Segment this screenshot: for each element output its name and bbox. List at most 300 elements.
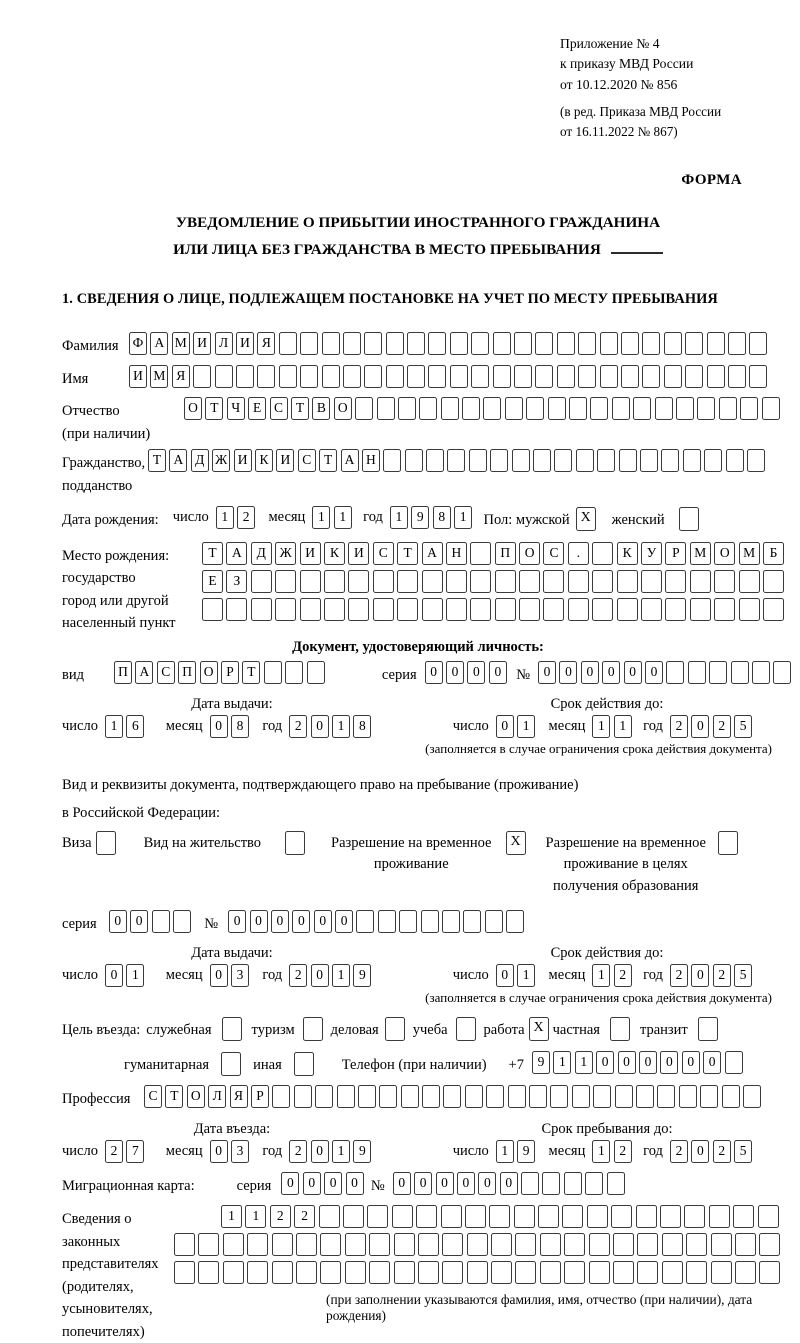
char-cell[interactable] [152,910,170,933]
char-cell[interactable]: 0 [645,661,663,684]
char-cell[interactable] [426,449,444,472]
char-cell[interactable] [369,1233,390,1256]
purpose-work-checkbox[interactable]: X [529,1017,549,1041]
char-cell[interactable] [664,332,682,355]
char-cell[interactable] [578,332,596,355]
char-cell[interactable] [731,661,749,684]
char-cell[interactable] [613,1261,634,1284]
char-cell[interactable] [600,365,618,388]
char-cell[interactable] [707,365,725,388]
char-cell[interactable] [324,570,345,593]
char-cell[interactable] [709,1205,730,1228]
char-cell[interactable] [422,598,443,621]
char-cell[interactable]: 1 [216,506,234,529]
char-cell[interactable] [421,910,439,933]
char-cell[interactable] [422,1085,440,1108]
char-cell[interactable]: 0 [682,1051,700,1074]
char-cell[interactable] [557,365,575,388]
char-cell[interactable] [367,1205,388,1228]
char-cell[interactable] [554,449,572,472]
char-cell[interactable]: 1 [592,964,610,987]
char-cell[interactable] [399,910,417,933]
char-cell[interactable] [621,332,639,355]
char-cell[interactable] [662,1233,683,1256]
char-cell[interactable] [441,1205,462,1228]
char-cell[interactable] [543,570,564,593]
char-cell[interactable] [470,570,491,593]
char-cell[interactable] [343,365,361,388]
char-cell[interactable] [688,661,706,684]
char-cell[interactable] [655,397,673,420]
char-cell[interactable] [728,332,746,355]
char-cell[interactable]: 0 [559,661,577,684]
char-cell[interactable] [617,570,638,593]
char-cell[interactable]: 1 [517,715,535,738]
char-cell[interactable]: . [568,542,589,565]
char-cell[interactable] [636,1085,654,1108]
char-cell[interactable] [711,1233,732,1256]
char-cell[interactable]: 0 [311,964,329,987]
char-cell[interactable] [514,365,532,388]
char-cell[interactable] [364,332,382,355]
char-cell[interactable] [642,332,660,355]
char-cell[interactable] [386,332,404,355]
char-cell[interactable] [506,910,524,933]
char-cell[interactable] [641,570,662,593]
char-cell[interactable] [397,570,418,593]
char-cell[interactable] [486,1085,504,1108]
char-cell[interactable]: Б [763,542,784,565]
char-cell[interactable]: Н [446,542,467,565]
char-cell[interactable] [735,1233,756,1256]
char-cell[interactable]: А [341,449,359,472]
char-cell[interactable] [345,1233,366,1256]
char-cell[interactable]: И [193,332,211,355]
char-cell[interactable] [683,449,701,472]
char-cell[interactable]: И [129,365,147,388]
char-cell[interactable] [686,1261,707,1284]
char-cell[interactable]: 1 [126,964,144,987]
char-cell[interactable] [540,1233,561,1256]
char-cell[interactable]: Т [148,449,166,472]
char-cell[interactable] [707,332,725,355]
char-cell[interactable] [343,1205,364,1228]
char-cell[interactable]: 0 [691,964,709,987]
char-cell[interactable] [733,1205,754,1228]
char-cell[interactable] [418,1261,439,1284]
char-cell[interactable]: П [114,661,132,684]
char-cell[interactable]: 0 [500,1172,518,1195]
char-cell[interactable]: П [495,542,516,565]
char-cell[interactable] [685,332,703,355]
char-cell[interactable] [272,1085,290,1108]
char-cell[interactable]: 0 [618,1051,636,1074]
char-cell[interactable] [740,397,758,420]
char-cell[interactable] [446,598,467,621]
char-cell[interactable] [709,661,727,684]
char-cell[interactable] [685,365,703,388]
char-cell[interactable] [590,397,608,420]
char-cell[interactable] [505,397,523,420]
char-cell[interactable] [315,1085,333,1108]
char-cell[interactable]: О [187,1085,205,1108]
purpose-transit-checkbox[interactable] [698,1017,718,1041]
char-cell[interactable] [515,1261,536,1284]
char-cell[interactable] [223,1261,244,1284]
char-cell[interactable] [633,397,651,420]
char-cell[interactable] [418,1233,439,1256]
char-cell[interactable] [428,365,446,388]
char-cell[interactable]: С [144,1085,162,1108]
char-cell[interactable]: 9 [353,1140,371,1163]
char-cell[interactable]: О [519,542,540,565]
char-cell[interactable]: 0 [436,1172,454,1195]
char-cell[interactable] [728,365,746,388]
char-cell[interactable] [392,1205,413,1228]
char-cell[interactable]: 0 [210,964,228,987]
char-cell[interactable] [540,1261,561,1284]
char-cell[interactable]: О [200,661,218,684]
char-cell[interactable] [578,365,596,388]
char-cell[interactable] [568,570,589,593]
char-cell[interactable]: Л [215,332,233,355]
sex-female-checkbox[interactable] [679,507,699,531]
char-cell[interactable] [467,1233,488,1256]
char-cell[interactable] [275,598,296,621]
char-cell[interactable] [607,1172,625,1195]
char-cell[interactable] [690,570,711,593]
char-cell[interactable]: Т [397,542,418,565]
char-cell[interactable] [442,910,460,933]
char-cell[interactable] [719,397,737,420]
char-cell[interactable]: 0 [496,715,514,738]
char-cell[interactable] [446,570,467,593]
residence-permit-checkbox[interactable] [285,831,305,855]
char-cell[interactable] [600,332,618,355]
char-cell[interactable] [619,449,637,472]
char-cell[interactable]: 0 [703,1051,721,1074]
char-cell[interactable]: 9 [353,964,371,987]
char-cell[interactable]: 1 [517,964,535,987]
char-cell[interactable] [236,365,254,388]
char-cell[interactable]: К [617,542,638,565]
char-cell[interactable]: 8 [353,715,371,738]
char-cell[interactable] [394,1261,415,1284]
char-cell[interactable] [483,397,501,420]
char-cell[interactable]: Т [165,1085,183,1108]
char-cell[interactable] [529,1085,547,1108]
char-cell[interactable]: 2 [670,1140,688,1163]
char-cell[interactable] [592,542,613,565]
char-cell[interactable] [272,1233,293,1256]
char-cell[interactable]: 0 [130,910,148,933]
char-cell[interactable] [450,365,468,388]
char-cell[interactable] [369,1261,390,1284]
char-cell[interactable]: 2 [105,1140,123,1163]
char-cell[interactable] [247,1233,268,1256]
char-cell[interactable]: 0 [303,1172,321,1195]
char-cell[interactable] [585,1172,603,1195]
char-cell[interactable] [257,365,275,388]
char-cell[interactable] [467,1261,488,1284]
char-cell[interactable] [401,1085,419,1108]
char-cell[interactable]: 2 [713,1140,731,1163]
char-cell[interactable]: 7 [126,1140,144,1163]
char-cell[interactable]: 0 [538,661,556,684]
char-cell[interactable] [589,1233,610,1256]
char-cell[interactable] [394,1233,415,1256]
purpose-other-checkbox[interactable] [294,1052,314,1076]
char-cell[interactable]: 0 [109,910,127,933]
char-cell[interactable]: 0 [228,910,246,933]
char-cell[interactable]: Т [205,397,223,420]
char-cell[interactable]: 0 [457,1172,475,1195]
char-cell[interactable]: 8 [231,715,249,738]
char-cell[interactable] [662,1261,683,1284]
char-cell[interactable]: 1 [332,715,350,738]
char-cell[interactable] [759,1233,780,1256]
purpose-official-checkbox[interactable] [222,1017,242,1041]
char-cell[interactable] [443,1085,461,1108]
char-cell[interactable] [514,1205,535,1228]
purpose-study-checkbox[interactable] [456,1017,476,1041]
char-cell[interactable] [226,598,247,621]
char-cell[interactable]: 0 [292,910,310,933]
char-cell[interactable]: Ч [227,397,245,420]
char-cell[interactable]: 6 [126,715,144,738]
char-cell[interactable] [275,570,296,593]
char-cell[interactable] [345,1261,366,1284]
char-cell[interactable]: О [714,542,735,565]
char-cell[interactable] [684,1205,705,1228]
char-cell[interactable]: Т [202,542,223,565]
char-cell[interactable]: 3 [231,1140,249,1163]
char-cell[interactable]: 1 [390,506,408,529]
char-cell[interactable]: И [300,542,321,565]
char-cell[interactable]: 2 [713,964,731,987]
char-cell[interactable] [637,1261,658,1284]
char-cell[interactable] [337,1085,355,1108]
char-cell[interactable] [666,661,684,684]
char-cell[interactable]: М [739,542,760,565]
char-cell[interactable]: 5 [734,1140,752,1163]
char-cell[interactable] [704,449,722,472]
char-cell[interactable] [198,1261,219,1284]
char-cell[interactable] [665,570,686,593]
char-cell[interactable]: 0 [446,661,464,684]
char-cell[interactable]: Я [257,332,275,355]
char-cell[interactable] [247,1261,268,1284]
char-cell[interactable] [173,910,191,933]
char-cell[interactable] [383,449,401,472]
char-cell[interactable]: 2 [670,715,688,738]
char-cell[interactable] [550,1085,568,1108]
char-cell[interactable] [193,365,211,388]
char-cell[interactable] [564,1261,585,1284]
char-cell[interactable] [490,449,508,472]
char-cell[interactable] [379,1085,397,1108]
char-cell[interactable] [613,1233,634,1256]
char-cell[interactable]: Т [319,449,337,472]
char-cell[interactable] [386,365,404,388]
char-cell[interactable]: Ж [212,449,230,472]
char-cell[interactable] [294,1085,312,1108]
char-cell[interactable] [749,365,767,388]
char-cell[interactable]: 0 [478,1172,496,1195]
char-cell[interactable]: С [157,661,175,684]
char-cell[interactable] [416,1205,437,1228]
char-cell[interactable]: М [690,542,711,565]
char-cell[interactable]: С [543,542,564,565]
char-cell[interactable]: Ф [129,332,147,355]
char-cell[interactable] [564,1233,585,1256]
char-cell[interactable] [285,661,303,684]
char-cell[interactable] [526,397,544,420]
char-cell[interactable] [489,1205,510,1228]
char-cell[interactable]: Л [208,1085,226,1108]
char-cell[interactable]: 1 [312,506,330,529]
char-cell[interactable]: И [236,332,254,355]
char-cell[interactable] [343,332,361,355]
char-cell[interactable] [564,1172,582,1195]
char-cell[interactable]: 0 [425,661,443,684]
char-cell[interactable] [773,661,791,684]
char-cell[interactable] [592,598,613,621]
char-cell[interactable]: 0 [346,1172,364,1195]
char-cell[interactable]: Р [221,661,239,684]
char-cell[interactable] [491,1261,512,1284]
char-cell[interactable]: 0 [496,964,514,987]
char-cell[interactable] [743,1085,761,1108]
char-cell[interactable]: 0 [281,1172,299,1195]
purpose-tourism-checkbox[interactable] [303,1017,323,1041]
temp-permit-checkbox[interactable]: X [506,831,526,855]
char-cell[interactable] [589,1261,610,1284]
char-cell[interactable]: 2 [294,1205,315,1228]
char-cell[interactable] [679,1085,697,1108]
char-cell[interactable] [637,1233,658,1256]
char-cell[interactable] [538,1205,559,1228]
char-cell[interactable] [320,1261,341,1284]
char-cell[interactable] [377,397,395,420]
char-cell[interactable] [548,397,566,420]
char-cell[interactable]: З [226,570,247,593]
char-cell[interactable]: 0 [335,910,353,933]
char-cell[interactable]: 0 [271,910,289,933]
char-cell[interactable] [405,449,423,472]
char-cell[interactable]: 0 [210,1140,228,1163]
char-cell[interactable] [397,598,418,621]
char-cell[interactable] [441,397,459,420]
char-cell[interactable]: 0 [489,661,507,684]
char-cell[interactable] [542,1172,560,1195]
char-cell[interactable] [739,598,760,621]
char-cell[interactable]: 1 [614,715,632,738]
char-cell[interactable]: Р [665,542,686,565]
char-cell[interactable] [533,449,551,472]
char-cell[interactable]: Т [291,397,309,420]
char-cell[interactable]: 1 [105,715,123,738]
char-cell[interactable]: 9 [532,1051,550,1074]
char-cell[interactable] [307,661,325,684]
char-cell[interactable]: 0 [311,715,329,738]
char-cell[interactable] [373,570,394,593]
char-cell[interactable]: 2 [614,964,632,987]
char-cell[interactable] [700,1085,718,1108]
char-cell[interactable] [348,570,369,593]
char-cell[interactable]: 0 [314,910,332,933]
char-cell[interactable]: 2 [614,1140,632,1163]
char-cell[interactable] [587,1205,608,1228]
char-cell[interactable] [763,570,784,593]
char-cell[interactable] [676,397,694,420]
char-cell[interactable] [300,332,318,355]
char-cell[interactable]: П [178,661,196,684]
char-cell[interactable]: 1 [553,1051,571,1074]
char-cell[interactable]: 0 [602,661,620,684]
char-cell[interactable]: 2 [237,506,255,529]
char-cell[interactable]: 8 [433,506,451,529]
char-cell[interactable] [322,365,340,388]
char-cell[interactable] [752,661,770,684]
char-cell[interactable]: 1 [221,1205,242,1228]
char-cell[interactable] [251,598,272,621]
char-cell[interactable] [722,1085,740,1108]
char-cell[interactable]: М [172,332,190,355]
char-cell[interactable] [300,365,318,388]
char-cell[interactable]: 1 [592,715,610,738]
char-cell[interactable] [198,1233,219,1256]
char-cell[interactable] [300,598,321,621]
char-cell[interactable]: 3 [231,964,249,987]
char-cell[interactable]: 0 [581,661,599,684]
char-cell[interactable] [641,598,662,621]
char-cell[interactable]: Е [248,397,266,420]
char-cell[interactable]: К [255,449,273,472]
char-cell[interactable] [223,1233,244,1256]
char-cell[interactable] [714,598,735,621]
char-cell[interactable] [568,598,589,621]
char-cell[interactable]: 1 [245,1205,266,1228]
char-cell[interactable] [215,365,233,388]
char-cell[interactable] [364,365,382,388]
char-cell[interactable] [726,449,744,472]
char-cell[interactable] [508,1085,526,1108]
char-cell[interactable]: 1 [332,964,350,987]
char-cell[interactable] [296,1261,317,1284]
char-cell[interactable] [251,570,272,593]
char-cell[interactable] [714,570,735,593]
char-cell[interactable]: 1 [575,1051,593,1074]
char-cell[interactable]: 2 [289,964,307,987]
char-cell[interactable] [495,570,516,593]
purpose-business-checkbox[interactable] [385,1017,405,1041]
char-cell[interactable] [543,598,564,621]
char-cell[interactable] [735,1261,756,1284]
char-cell[interactable]: 2 [670,964,688,987]
char-cell[interactable] [621,365,639,388]
char-cell[interactable]: О [334,397,352,420]
char-cell[interactable] [450,332,468,355]
char-cell[interactable]: И [234,449,252,472]
char-cell[interactable]: У [641,542,662,565]
char-cell[interactable] [296,1233,317,1256]
char-cell[interactable]: Я [172,365,190,388]
char-cell[interactable]: С [270,397,288,420]
char-cell[interactable] [519,598,540,621]
char-cell[interactable] [657,1085,675,1108]
char-cell[interactable] [356,910,374,933]
